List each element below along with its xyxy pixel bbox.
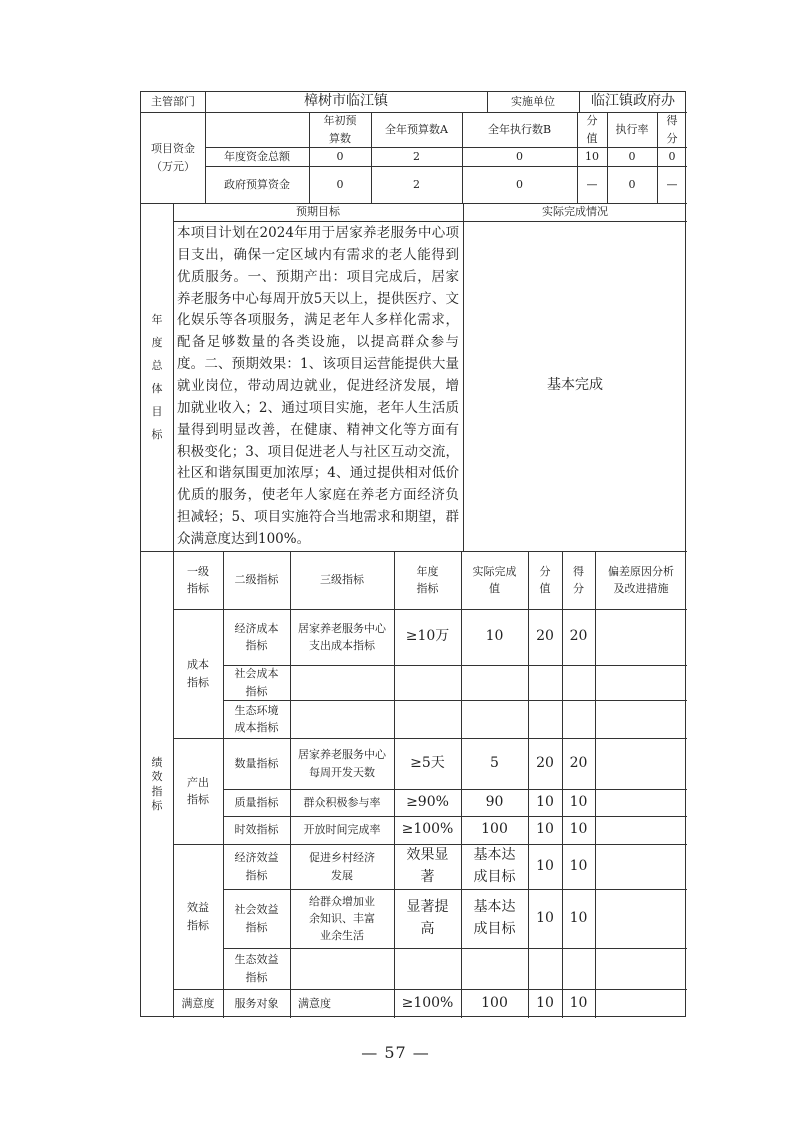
actual-status-header: 实际完成情况 [542,205,608,219]
score-cell: 10 [536,909,554,926]
col-deviation-reason: 偏差原因分析及改进措施 [608,564,674,595]
fund-row-rate: 0 [628,177,636,191]
fund-row-got: 0 [668,149,676,163]
level3-cell: 群众积极参与率 [303,795,381,809]
level2-cell: 生态效益指标 [234,953,279,984]
fund-row-annual: 2 [413,177,420,191]
got-cell: 10 [569,909,588,926]
score-cell: 10 [536,793,554,810]
target-cell: 效果显著 [406,846,449,885]
fund-row-exec: 0 [516,149,523,163]
col-got-score: 得分 [573,564,584,595]
funds-label: 项目资金（万元） [151,142,195,173]
fund-row-annual: 2 [413,149,420,163]
target-cell: 显著提高 [406,898,449,937]
fund-row-name: 政府预算资金 [224,177,290,191]
level2-cell: 服务对象 [234,996,279,1010]
actual-cell: 5 [490,754,499,771]
fund-row-exec: 0 [516,177,523,191]
level2-cell: 社会成本指标 [234,667,279,698]
target-cell: ≥100% [401,821,454,838]
page-number: — 57 — [361,1043,430,1062]
dept-label: 主管部门 [151,95,195,109]
actual-status-text: 基本完成 [547,377,603,394]
actual-cell: 100 [481,821,508,838]
col-level1: 一级指标 [187,564,209,595]
col-annual-budget: 全年预算数A [385,122,448,136]
performance-evaluation-table [140,91,686,1017]
col-annual-exec: 全年执行数B [487,122,552,136]
actual-cell: 基本达成目标 [473,898,516,937]
target-cell: ≥10万 [405,628,450,645]
score-cell: 10 [536,994,554,1011]
expected-goal-text: 本项目计划在2024年用于居家养老服务中心项目支出，确保一定区域内有需求的老人能得到优质服务。一、预期产出：项目完成后，居家养老服务中心每周开放5天以上，提供医疗、文化娱乐等各项服务，满足老年人多样化需求，配备足够数量的各类设施，以提高群众参与度。二、预期效果：1、该项目运营能提供大量就业岗位，带动周边就业，促进经济发展，增加就业收入；2、通过项目实施，老年人生活质量得到明显改善，在健康、精神文化等方面有积极变化；3、项目促进老人与社区互动交流，社区和谐氛围更加浓厚；4、通过提供相对低价优质的服务，使老年人家庭在养老方面经济负担减轻；5、项目实施符合当地需求和期望，群众满意度达到100%。 [177,225,459,548]
actual-cell: 10 [485,628,504,645]
col-annual-target: 年度指标 [416,564,439,595]
level3-cell: 满意度 [298,996,331,1010]
got-cell: 20 [569,628,588,645]
score-cell: 10 [536,821,554,838]
fund-row-name: 年度资金总额 [224,149,290,163]
score-cell: 10 [536,857,554,874]
fund-row-score: — [586,177,598,191]
level2-cell: 经济成本指标 [234,621,279,652]
level3-cell: 促进乡村经济发展 [309,851,375,882]
target-cell: ≥5天 [410,754,445,771]
impl-label: 实施单位 [511,95,555,109]
actual-cell: 100 [481,994,508,1011]
got-cell: 10 [569,994,588,1011]
got-cell: 10 [569,793,588,810]
score-cell: 20 [536,754,554,771]
fund-row-got: — [666,177,678,191]
output-indicator-label: 产出指标 [187,775,209,806]
got-cell: 10 [569,821,588,838]
actual-cell: 基本达成目标 [473,846,516,885]
fund-row-rate: 0 [628,149,636,163]
level3-cell: 给群众增加业余知识、丰富业余生活 [309,894,375,943]
got-cell: 20 [569,754,588,771]
col-initial-budget: 年初预算数 [323,114,357,145]
got-cell: 10 [569,857,588,874]
level2-cell: 质量指标 [234,795,279,809]
cost-indicator-label: 成本指标 [187,658,209,689]
col-level3: 三级指标 [320,573,364,587]
target-cell: ≥100% [401,994,454,1011]
satisfaction-indicator-label: 满意度 [181,996,215,1010]
level3-cell: 开放时间完成率 [303,823,381,837]
col-actual-value: 实际完成值 [472,564,517,595]
impl-value: 临江镇政府办 [591,93,675,110]
benefit-indicator-label: 效益指标 [187,901,209,932]
expected-goal-header: 预期目标 [296,205,340,219]
col-level2: 二级指标 [234,573,279,587]
performance-indicator-label: 绩效指标 [151,755,163,812]
fund-row-score: 10 [585,149,599,163]
level3-cell: 居家养老服务中心支出成本指标 [298,621,386,652]
level2-cell: 经济效益指标 [234,851,279,882]
level3-cell: 居家养老服务中心每周开发天数 [298,748,386,779]
target-cell: ≥90% [406,793,449,810]
actual-cell: 90 [485,793,504,810]
level2-cell: 数量指标 [234,756,279,770]
level2-cell: 社会效益指标 [234,903,279,934]
dept-value: 樟树市临江镇 [304,93,388,110]
score-cell: 20 [536,628,554,645]
col-score: 分值 [586,114,598,145]
fund-row-initial: 0 [336,149,344,163]
col-score: 分值 [539,564,551,595]
level2-cell: 生态环境成本指标 [234,703,279,734]
annual-goal-label: 年度总体目标 [151,312,163,442]
fund-row-initial: 0 [336,177,344,191]
col-got-score: 得分 [666,114,678,145]
level2-cell: 时效指标 [234,823,279,837]
col-exec-rate: 执行率 [615,122,649,136]
